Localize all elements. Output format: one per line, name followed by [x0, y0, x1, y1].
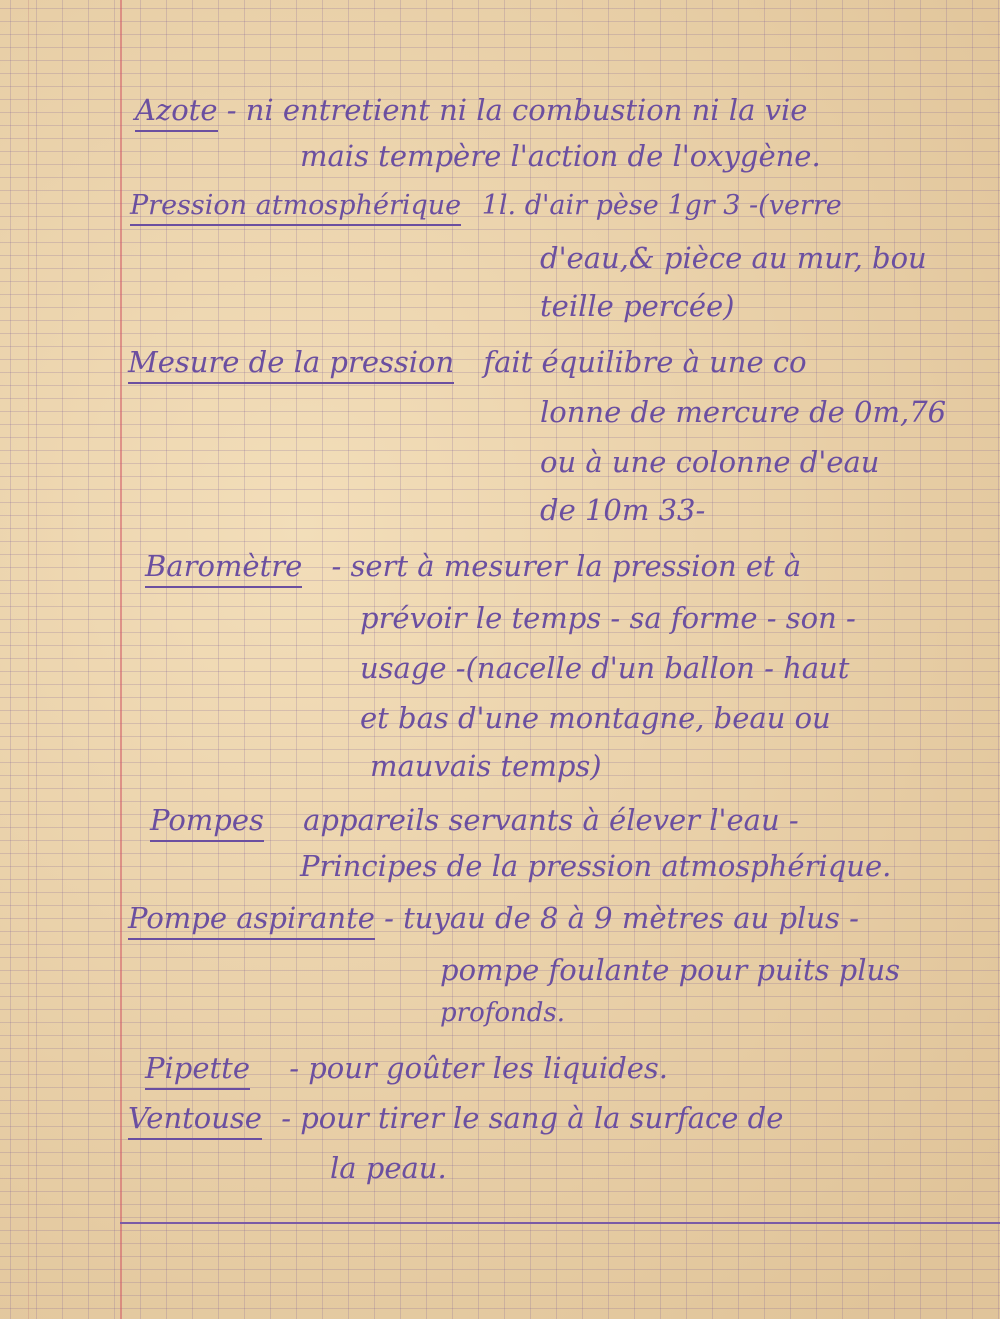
term-ventouse: Ventouse [128, 1101, 262, 1140]
barometre-line-2: prévoir le temps - sa forme - son - [360, 601, 856, 635]
term-mesure: Mesure de la pression [128, 345, 454, 384]
azote-line-2: mais tempère l'action de l'oxygène. [300, 139, 821, 173]
term-azote: Azote [135, 93, 218, 132]
red-margin-line [120, 0, 122, 1319]
ventouse-line [128, 1101, 784, 1135]
pression-line [130, 192, 842, 219]
outer-margin-line [28, 0, 29, 1319]
term-pression: Pression atmosphérique [130, 190, 461, 226]
azote-line [135, 93, 808, 127]
def-pression: 1l. d'air pèse 1gr 3 -(verre [481, 190, 842, 221]
mesure-line-4: de 10m 33- [540, 493, 706, 527]
mesure-line-3: ou à une colonne d'eau [540, 445, 880, 479]
end-rule [120, 1222, 1000, 1224]
term-pompes: Pompes [150, 803, 264, 842]
pression-line-2: d'eau,& pièce au mur, bou [540, 241, 927, 275]
term-aspirante: Pompe aspirante [128, 901, 375, 940]
def-pompes: appareils servants à élever l'eau - [303, 803, 799, 837]
def-mesure: fait équilibre à une co [483, 345, 807, 379]
aspirante-line [128, 901, 859, 935]
aspirante-line-3: profonds. [440, 998, 565, 1028]
pompes-line-2: Principes de la pression atmosphérique. [300, 849, 892, 883]
mesure-line [128, 345, 807, 379]
barometre-line-4: et bas d'une montagne, beau ou [360, 701, 831, 735]
def-aspirante: - tuyau de 8 à 9 mètres au plus - [384, 901, 859, 935]
barometre-line-5: mauvais temps) [370, 749, 602, 783]
ventouse-line-2: la peau. [330, 1151, 447, 1185]
term-pipette: Pipette [145, 1051, 250, 1090]
def-ventouse: - pour tirer le sang à la surface de [281, 1101, 784, 1135]
def-barometre: - sert à mesurer la pression et à [331, 549, 802, 583]
pompes-line [150, 803, 799, 837]
barometre-line [145, 549, 802, 583]
pipette-line [145, 1051, 669, 1085]
barometre-line-3: usage -(nacelle d'un ballon - haut [360, 651, 850, 685]
def-azote: - ni entretient ni la combustion ni la vie [226, 93, 808, 127]
term-barometre: Baromètre [145, 549, 302, 588]
pression-line-3: teille percée) [540, 289, 735, 323]
mesure-line-2: lonne de mercure de 0m,76 [540, 395, 947, 429]
aspirante-line-2: pompe foulante pour puits plus [440, 953, 901, 987]
def-pipette: - pour goûter les liquides. [289, 1051, 669, 1085]
